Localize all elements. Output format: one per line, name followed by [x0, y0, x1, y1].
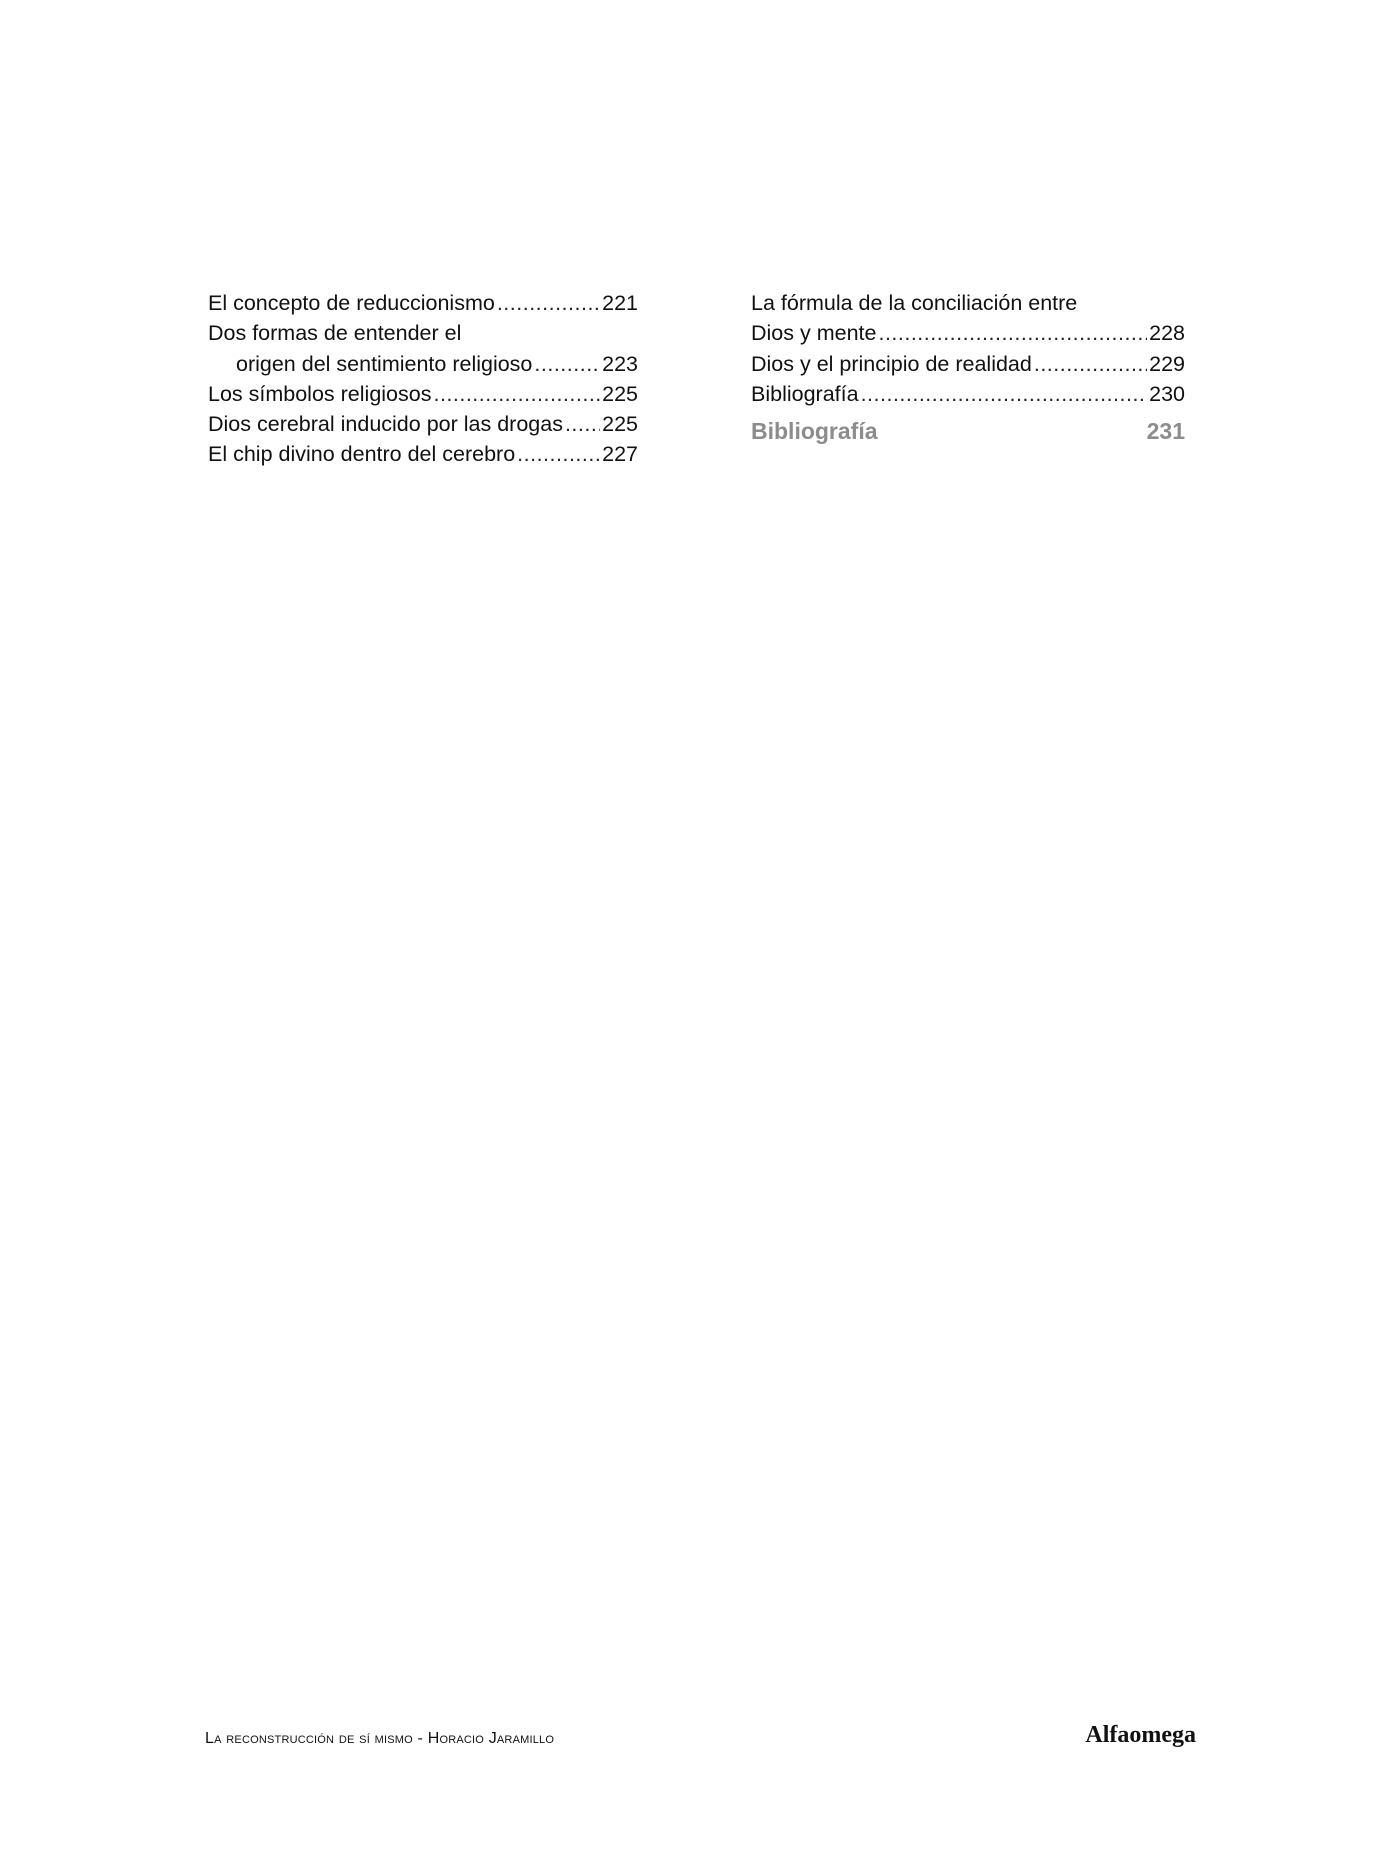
- toc-left-column: [208, 288, 638, 470]
- dot-leader: [878, 318, 1147, 348]
- toc-entry-title: Bibliografía: [751, 381, 859, 406]
- toc-entry-title: El chip divino dentro del cerebro: [208, 442, 516, 467]
- toc-entry-title-line2: origen del sentimiento religioso: [236, 351, 533, 376]
- toc-entry[interactable]: [751, 318, 1185, 348]
- toc-entry[interactable]: [751, 379, 1185, 409]
- dot-leader: [1034, 349, 1147, 379]
- toc-right-column: [751, 288, 1185, 449]
- toc-entry-page: 223: [602, 351, 638, 376]
- toc-entry[interactable]: [208, 288, 638, 318]
- dot-leader: [534, 349, 600, 379]
- toc-entry-title-line1[interactable]: Dos formas de entender el: [208, 321, 462, 346]
- chapter-title: Bibliografía: [751, 418, 878, 445]
- dot-leader: [861, 379, 1148, 409]
- toc-entry-page: 221: [602, 291, 638, 315]
- toc-entry-title: Dios y el principio de realidad: [751, 351, 1032, 376]
- dot-leader: [433, 379, 600, 409]
- toc-entry-title-line2: Dios y mente: [751, 321, 877, 346]
- toc-entry-page: 225: [602, 412, 638, 437]
- chapter-page: 231: [1146, 418, 1185, 445]
- toc-entry-page: 230: [1149, 381, 1185, 406]
- toc-entry-page: 225: [602, 381, 638, 406]
- toc-entry-title: Dios cerebral inducido por las drogas: [208, 412, 563, 437]
- toc-entry[interactable]: [751, 349, 1185, 379]
- toc-entry-title: Los símbolos religiosos: [208, 381, 432, 406]
- toc-entry[interactable]: [208, 409, 638, 439]
- footer-book-title: La reconstrucción de sí mismo - Horacio Jaramillo: [205, 1730, 555, 1747]
- dot-leader: [517, 439, 600, 469]
- toc-chapter-entry[interactable]: [751, 413, 1185, 449]
- toc-entry-page: 228: [1149, 321, 1185, 346]
- toc-entry[interactable]: [208, 439, 638, 469]
- toc-entry[interactable]: [208, 349, 638, 379]
- toc-entry-page: 229: [1149, 351, 1185, 376]
- toc-entry[interactable]: [208, 379, 638, 409]
- dot-leader: [497, 288, 600, 318]
- toc-entry-title-line1[interactable]: La fórmula de la conciliación entre: [751, 291, 1078, 315]
- dot-leader: [565, 409, 600, 439]
- toc-entry-page: 227: [602, 442, 638, 467]
- publisher-logo: Alfaomega: [1085, 1722, 1196, 1748]
- toc-entry-title: El concepto de reduccionismo: [208, 291, 495, 315]
